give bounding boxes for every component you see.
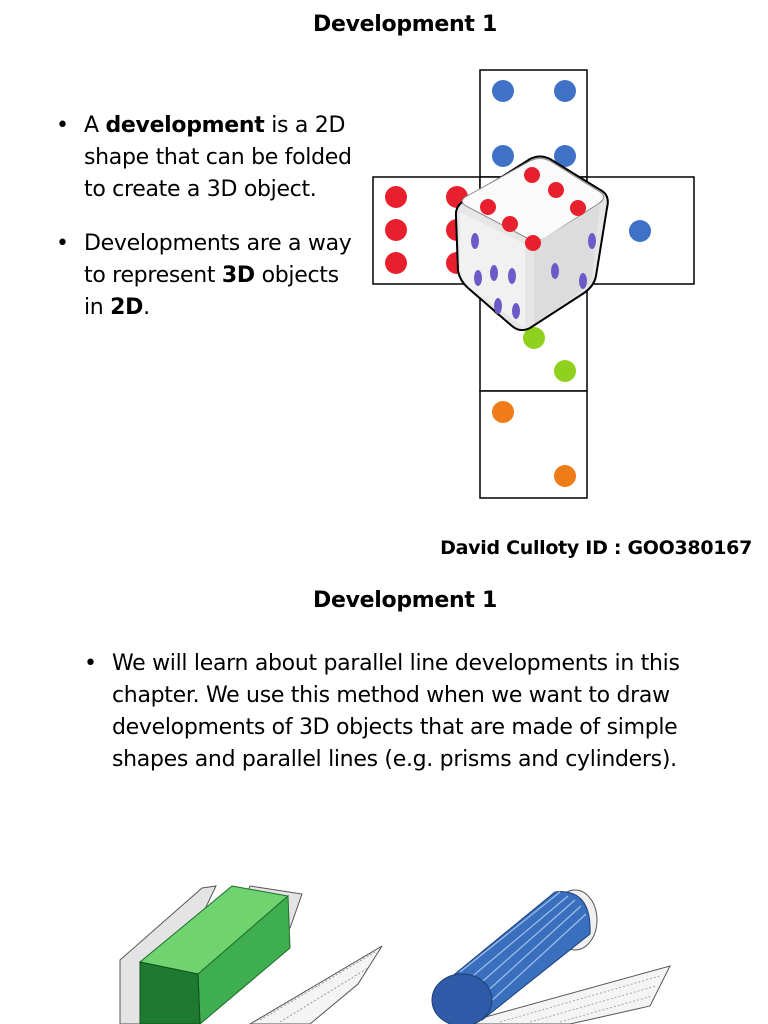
- slide-2: [0, 580, 768, 1024]
- author-credit: David Culloty ID : GOO380167: [440, 537, 752, 559]
- slide-1-bullets: [54, 110, 354, 324]
- cylinder-development-image: [420, 886, 680, 1024]
- dice-net-image: [370, 66, 700, 502]
- prism-development-image: [110, 880, 390, 1024]
- bold-term-2d: 2D: [110, 295, 144, 320]
- bullet-parallel-line-developments: • We will learn about parallel line developments in this chapter. We use this method when we want to draw developments of 3D objects that are made of simple shapes and parallel lines (e.g. prisms and cylinders).: [82, 648, 722, 776]
- bullet-development-purpose: • Developments are a way to represent 3D objects in 2D.: [54, 228, 354, 324]
- bold-term-3d: 3D: [221, 263, 255, 288]
- slide-1-title: Development 1: [313, 12, 497, 37]
- slide-2-title: Development 1: [313, 588, 497, 613]
- bullet-development-definition: • A development is a 2D shape that can be folded to create a 3D object.: [54, 110, 354, 206]
- bold-term-development: development: [105, 113, 265, 138]
- slide-2-bullets: [82, 648, 722, 776]
